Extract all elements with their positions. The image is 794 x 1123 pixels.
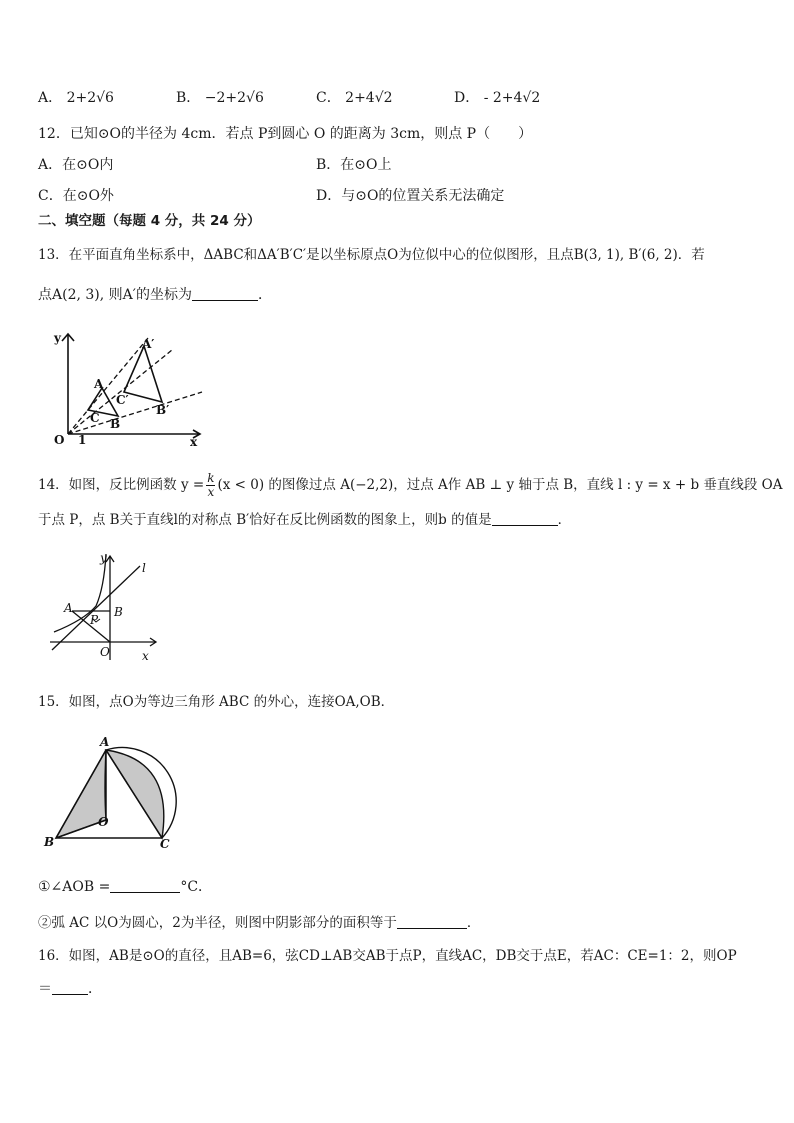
q12-option-c: C．在⊙O外 bbox=[38, 188, 114, 204]
q11-option-a: A． 2+2√6 bbox=[38, 90, 114, 106]
q12-stem: 12．已知⊙O的半径为 4cm．若点 P到圆心 O 的距离为 3cm，则点 P（ ） bbox=[38, 126, 533, 142]
fig-label: B bbox=[44, 835, 55, 849]
q14-figure bbox=[44, 548, 164, 666]
q13-figure bbox=[40, 326, 210, 448]
q14-line-2: 于点 P，点 B关于直线l的对称点 B′恰好在反比例函数的图象上，则b 的值是 ． bbox=[38, 512, 572, 528]
q12-option-d: D．与⊙O的位置关系无法确定 bbox=[316, 188, 505, 204]
answer-blank[interactable] bbox=[192, 286, 258, 301]
q15-sub-2: ②弧 AC 以O为圆心，2为半径，则图中阴影部分的面积等于 ． bbox=[38, 915, 481, 931]
fig-label: B′ bbox=[156, 403, 170, 417]
fig-label: A bbox=[94, 377, 104, 391]
fig-label: P bbox=[90, 613, 99, 627]
fig-label: B bbox=[114, 605, 123, 619]
fig-label: A′ bbox=[142, 337, 155, 351]
fig-label: A bbox=[64, 601, 73, 615]
fig-label: C bbox=[160, 837, 170, 851]
fig-label: x bbox=[142, 649, 149, 663]
q14-line-1: 14．如图，反比例函数 y = $\frac{k}{x}$ (x < 0) 的图像过点 A(−2,2)，过点 A作 AB ⊥ y 轴于点 B，直线 l : y = x + b 垂直线段 OA bbox=[38, 471, 783, 499]
fig-label: y bbox=[100, 551, 107, 565]
fig-label: x bbox=[190, 435, 198, 448]
answer-blank[interactable] bbox=[52, 980, 88, 995]
fig-label: C′ bbox=[116, 393, 129, 407]
answer-blank[interactable] bbox=[110, 878, 180, 893]
fig-label: C bbox=[90, 411, 100, 425]
answer-blank[interactable] bbox=[492, 511, 558, 526]
q15-sub-1: ①∠AOB = °C． bbox=[38, 879, 213, 895]
section-heading: 二、填空题（每题 4 分，共 24 分） bbox=[38, 213, 261, 229]
fig-label: O bbox=[100, 645, 110, 659]
fig-label: O bbox=[54, 433, 65, 447]
q12-option-a: A．在⊙O内 bbox=[38, 157, 114, 173]
q11-option-d: D． - 2+4√2 bbox=[454, 90, 541, 106]
q15-stem: 15．如图，点O为等边三角形 ABC 的外心，连接OA,OB． bbox=[38, 694, 395, 710]
q13-line-2: 点A(2, 3), 则A′的坐标为 ． bbox=[38, 287, 272, 303]
fig-label: B bbox=[110, 417, 121, 431]
q16-line-1: 16．如图，AB是⊙O的直径，且AB=6，弦CD⊥AB交AB于点P，直线AC，DB交于点E，若AC：CE=1：2，则OP bbox=[38, 948, 737, 964]
fig-label: l bbox=[142, 561, 146, 575]
q15-figure bbox=[40, 734, 180, 852]
fig-label: A bbox=[100, 735, 110, 749]
answer-blank[interactable] bbox=[397, 914, 467, 929]
q12-option-b: B．在⊙O上 bbox=[316, 157, 392, 173]
q11-option-c: C． 2+4√2 bbox=[316, 90, 393, 106]
fig-label: y bbox=[54, 331, 61, 345]
fig-label: 1 bbox=[78, 433, 87, 447]
q11-option-b: B． −2+2√6 bbox=[176, 90, 264, 106]
q13-line-1: 13．在平面直角坐标系中，ΔABC和ΔA′B′C′是以坐标原点O为位似中心的位似图形，且点B(3, 1), B′(6, 2)．若 bbox=[38, 247, 705, 263]
q16-line-2: ＝ ． bbox=[38, 981, 102, 997]
fig-label: O bbox=[98, 815, 109, 829]
